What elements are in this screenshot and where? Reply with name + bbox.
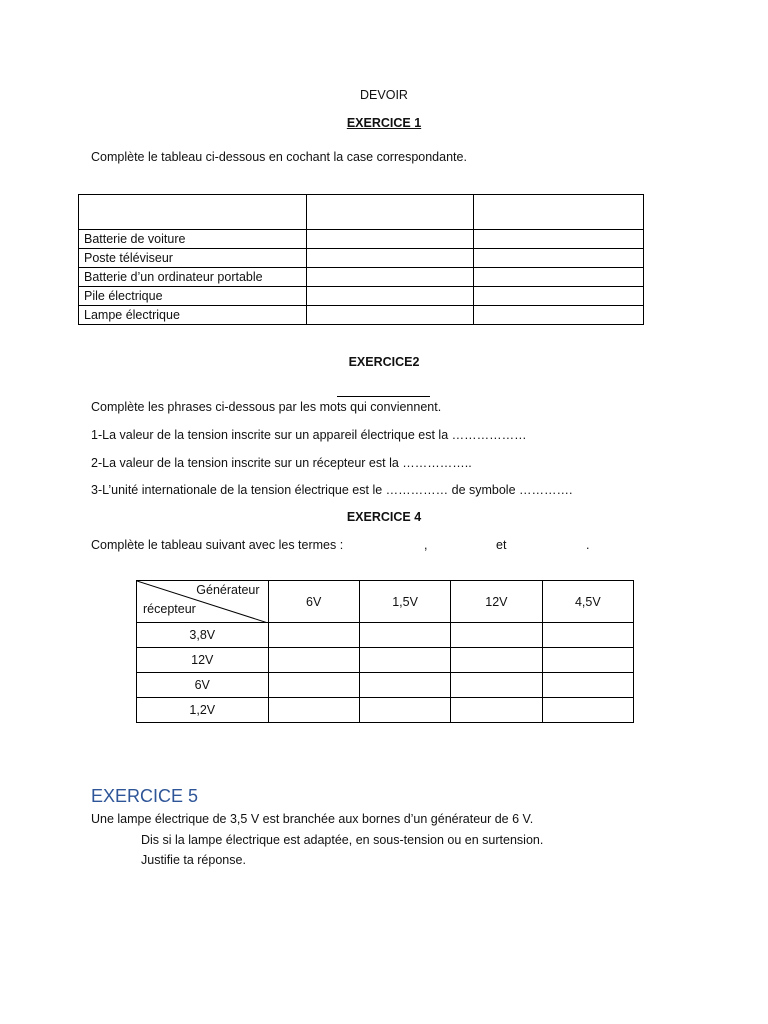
checkbox-cell[interactable] bbox=[306, 306, 474, 325]
checkbox-cell[interactable] bbox=[306, 268, 474, 287]
row-label: Batterie d’un ordinateur portable bbox=[79, 268, 307, 287]
exercise5-line-2: Dis si la lampe électrique est adaptée, en sous-tension ou en surtension. bbox=[141, 833, 544, 847]
table-row bbox=[137, 698, 634, 723]
exercise5-line-3: Justifie ta réponse. bbox=[141, 853, 246, 867]
exercise2-sentence-3: 3-L’unité internationale de la tension électrique est le …………… de symbole …………. bbox=[91, 483, 573, 497]
answer-cell[interactable] bbox=[451, 673, 542, 698]
answer-cell[interactable] bbox=[268, 698, 359, 723]
exercise1-table bbox=[78, 194, 644, 325]
row-header: 3,8V bbox=[137, 623, 269, 648]
term-separator-et: et bbox=[496, 538, 507, 552]
answer-cell[interactable] bbox=[451, 623, 542, 648]
table-header-row bbox=[137, 581, 634, 623]
column-header: 1,5V bbox=[359, 581, 450, 623]
table-row bbox=[79, 287, 644, 306]
table-row bbox=[137, 648, 634, 673]
exercise4-instruction: Complète le tableau suivant avec les termes : bbox=[91, 538, 344, 552]
column-header: 4,5V bbox=[542, 581, 633, 623]
answer-cell[interactable] bbox=[359, 698, 450, 723]
checkbox-cell[interactable] bbox=[474, 249, 644, 268]
row-header: 6V bbox=[137, 673, 269, 698]
exercise4-table bbox=[136, 580, 634, 723]
diagonal-header-cell bbox=[137, 581, 269, 623]
table-cell bbox=[79, 195, 307, 230]
answer-cell[interactable] bbox=[359, 623, 450, 648]
exercise2-heading: EXERCICE2 bbox=[348, 355, 420, 369]
row-label: Poste téléviseur bbox=[79, 249, 307, 268]
corner-label-generator: Générateur bbox=[196, 583, 260, 597]
row-label: Lampe électrique bbox=[79, 306, 307, 325]
checkbox-cell[interactable] bbox=[474, 268, 644, 287]
term-separator-comma: , bbox=[424, 538, 428, 552]
row-header: 12V bbox=[137, 648, 269, 673]
row-header: 1,2V bbox=[137, 698, 269, 723]
column-header: 6V bbox=[268, 581, 359, 623]
exercise1-heading: EXERCICE 1 bbox=[346, 116, 422, 130]
answer-cell[interactable] bbox=[268, 648, 359, 673]
answer-cell[interactable] bbox=[451, 648, 542, 673]
answer-cell[interactable] bbox=[451, 698, 542, 723]
table-row bbox=[79, 230, 644, 249]
table-row bbox=[137, 623, 634, 648]
checkbox-cell[interactable] bbox=[306, 249, 474, 268]
exercise2-sentence-2: 2-La valeur de la tension inscrite sur un récepteur est la …………….. bbox=[91, 456, 472, 470]
exercise5-line-1: Une lampe électrique de 3,5 V est branchée aux bornes d’un générateur de 6 V. bbox=[91, 812, 534, 826]
exercise5-heading: EXERCICE 5 bbox=[91, 786, 199, 806]
table-header-row bbox=[79, 195, 644, 230]
exercise4-heading: EXERCICE 4 bbox=[346, 510, 422, 524]
exercise2-sentence-1: 1-La valeur de la tension inscrite sur un appareil électrique est la ……………… bbox=[91, 428, 527, 442]
term-separator-period: . bbox=[586, 538, 590, 552]
answer-cell[interactable] bbox=[542, 698, 633, 723]
corner-label-receiver: récepteur bbox=[143, 602, 196, 616]
column-header: 12V bbox=[451, 581, 542, 623]
row-label: Pile électrique bbox=[79, 287, 307, 306]
answer-cell[interactable] bbox=[359, 673, 450, 698]
table-row bbox=[79, 306, 644, 325]
checkbox-cell[interactable] bbox=[306, 230, 474, 249]
answer-cell[interactable] bbox=[268, 673, 359, 698]
exercise2-instruction: Complète les phrases ci-dessous par les mots qui conviennent. bbox=[91, 400, 442, 414]
answer-cell[interactable] bbox=[359, 648, 450, 673]
answer-cell[interactable] bbox=[542, 623, 633, 648]
table-row bbox=[79, 249, 644, 268]
table-cell[interactable] bbox=[474, 195, 644, 230]
table-cell[interactable] bbox=[306, 195, 474, 230]
checkbox-cell[interactable] bbox=[474, 306, 644, 325]
table-row bbox=[137, 673, 634, 698]
page-title: DEVOIR bbox=[360, 88, 408, 102]
row-label: Batterie de voiture bbox=[79, 230, 307, 249]
checkbox-cell[interactable] bbox=[474, 287, 644, 306]
checkbox-cell[interactable] bbox=[474, 230, 644, 249]
answer-cell[interactable] bbox=[542, 673, 633, 698]
blank-underline bbox=[337, 396, 430, 397]
answer-cell[interactable] bbox=[268, 623, 359, 648]
exercise1-instruction: Complète le tableau ci-dessous en cochant la case correspondante. bbox=[91, 150, 467, 164]
answer-cell[interactable] bbox=[542, 648, 633, 673]
table-row bbox=[79, 268, 644, 287]
checkbox-cell[interactable] bbox=[306, 287, 474, 306]
